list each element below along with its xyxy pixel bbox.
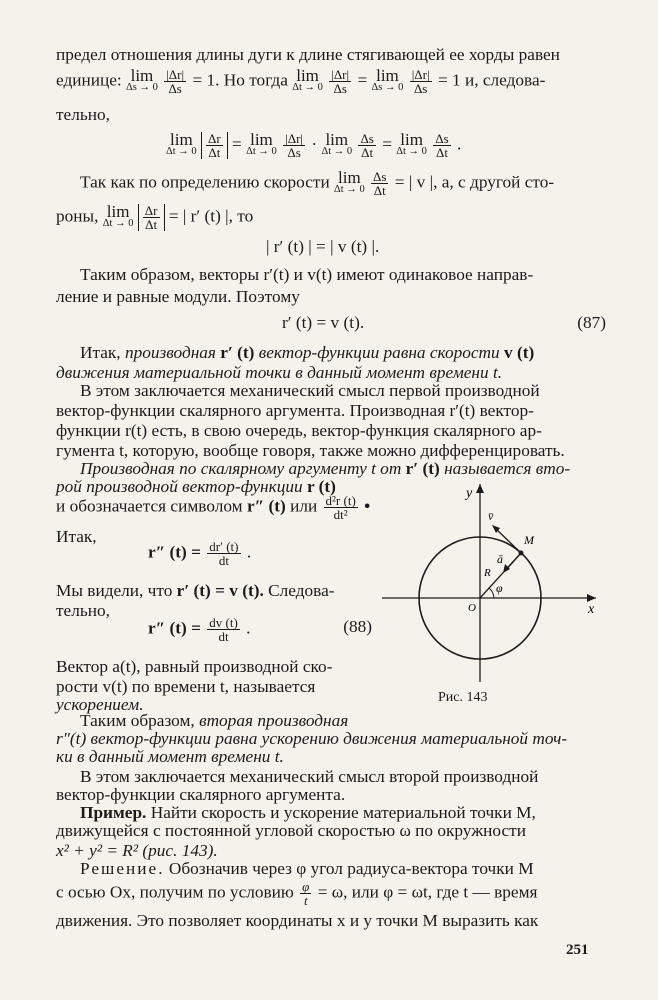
text-line: функции r(t) есть, в свою очередь, вектор-функция скалярного ар- [56, 421, 542, 440]
text-line: Вектор a(t), равный производной ско- [56, 657, 333, 676]
text: = [357, 70, 368, 90]
text-line: ление и равные модули. Поэтому [56, 287, 300, 306]
text-line: движения материальной точки в данный момент времени t. [56, 363, 503, 382]
text: = 1 [437, 70, 461, 90]
text: = 1. Но тогда [192, 70, 288, 90]
fraction: $\frac{|\Delta r|}{\Delta s}$ [331, 67, 350, 96]
text-line: рой производной вектор-функции r (t) [56, 477, 336, 496]
label-x: x [588, 602, 595, 617]
label-y: y [466, 486, 473, 501]
text-line: с осью Ox, получим по условию $\frac{\varphi}{t}$ = ω, или φ = ωt, где t — время [56, 879, 538, 908]
book-page: предел отношения длины дуги к длине стягивающей ее хорды равен единице: lim Δs → 0 $\frac{|\Delta r|}{\Delta s}$ = 1. Но тогда lim Δt → 0 $\frac{|\Delta r|}{\Delta s}$ = lim Δs → 0 $\frac{|\Delta r|}{\Delta s}$ = 1 и, следова- тельно, lim Δt → 0 $\frac{\Delta r}{\Delta t}$ = lim Δt → 0 $\frac{|\Delta r|}{\Delta s}$ · lim Δt → 0 $\frac{\Delta s}{\Delta t}$ = lim Δt → 0 $\frac{\Delta s}{\Delta t}$ . Так как по определению скорости lim Δt → 0 $\frac{\Delta s}{\Delta t}$ = | v |, а, с другой сто- роны, lim Δt → 0 $\frac{\Delta r}{\Delta t}$ = | r′ (t) |, то | r′ (t) | = | v (t) |. Таким образом, векторы r′(t) и v(t) имеют одинаковое направ- ление и равные модули. Поэтому r′ (t) = v (t). (87) Итак, производная r′ (t) вектор-функции равна скорости v (t) движения материальной точки в данный момент времени t. В этом заключается механический смысл первой производной вектор-функции скалярного аргумента. Производная r′(t) вектор- функции r(t) есть, в свою очередь, вектор-функция скалярного ар- гумента t, которую, вообще говоря, также можно дифференцировать. Производная по скалярному аргументу t от r′ (t) называется вто- рой производной вектор-функции r (t) и обозначается символом r″ (t) или $\frac{\text{d²r (t)}}{\text{dt²}}$ • Итак, r″ (t) = $\frac{dr' (t)}{dt}$ . Мы видели, что r′ (t) = v (t). Следова- тельно, r″ (t) = $\frac{dv (t)}{dt}$ . (88) Вектор a(t), равный производной ско- рости v(t) по времени t, называется ускорением. Таким образом, вторая производная r″(t) вектор-функции равна ускорению движения материальной точ- ки в данный момент времени t. В этом заключается механический смысл второй производной вектор-функции скалярного аргумента. Пример. Найти скорость и ускорение материальной точки M, движущейся с постоянной угловой скоростью ω по окружности x² + y² = R² (рис. 143). Решение. Обозначив через φ угол радиуса-вектора точки M с осью Ox, получим по условию $\frac{\varphi}{t}$ = ω, или φ = ωt, где t — время движения. Это позволяет координаты x и y точки M выразить как y x O M v̄ ā R φ Рис. 143 251 [0, 0, 658, 1000]
text: и, следова- [464, 70, 546, 90]
text-line: и обозначается символом r″ (t) или $\frac{\text{d²r (t)}}{\text{dt²}}$ • [56, 493, 371, 522]
limit: lim Δt → 0 [166, 130, 197, 157]
text-line [56, 104, 606, 126]
text-line: Таким образом, векторы r′(t) и v(t) имеют одинаковое направ- [80, 265, 534, 284]
equation-number: (88) [343, 617, 372, 636]
text-line: гумента t, которую, вообще говоря, также можно дифференцировать. [56, 441, 565, 460]
text-line: В этом заключается механический смысл первой производной [80, 381, 540, 400]
fraction: $\frac{|\Delta r|}{\Delta s}$ [411, 67, 430, 96]
text-line: Итак, [56, 527, 97, 546]
text-line: Мы видели, что r′ (t) = v (t). Следова- [56, 581, 335, 600]
abs-value: $\frac{\Delta r}{\Delta t}$ [201, 132, 228, 159]
text-line: рости v(t) по времени t, называется [56, 677, 316, 696]
equation-88: r″ (t) = $\frac{dv (t)}{dt}$ . (88) [148, 615, 372, 644]
text-line-with-limits [56, 68, 606, 98]
text-line-with-limits: роны, lim Δt → 0 $\frac{\Delta r}{\Delta t}$ = | r′ (t) |, то [56, 202, 254, 232]
text-line: Таким образом, вторая производная [80, 711, 349, 730]
limit: lim Δt → 0 [321, 130, 353, 157]
text: тельно, [56, 105, 110, 124]
text-line: Пример. Найти скорость и ускорение материальной точки M, [80, 803, 536, 822]
text-line: вектор-функции скалярного аргумента. Производная r′(t) вектор- [56, 401, 534, 420]
limit: lim Δt → 0 [396, 130, 427, 157]
label-v: v̄ [488, 509, 494, 523]
text-line: движения. Это позволяет координаты x и y точки M выразить как [56, 911, 539, 930]
text-line: Производная по скалярному аргументу t от r′ (t) называется вто- [80, 459, 571, 478]
display-equation: | r′ (t) | = | v (t) |. [266, 237, 380, 256]
text-line: вектор-функции скалярного аргумента. [56, 785, 346, 804]
label-o: O [468, 602, 476, 614]
text-line: Итак, производная r′ (t) вектор-функции равна скорости v (t) [80, 343, 535, 362]
point-m [519, 551, 524, 556]
equation-number: (87) [577, 313, 606, 332]
text-line: ускорением. [56, 695, 144, 714]
text-line: движущейся с постоянной угловой скоростью ω по окружности [56, 821, 526, 840]
x-axis-arrow [587, 594, 596, 602]
text-line: ки в данный момент времени t. [56, 747, 284, 766]
figure-caption: Рис. 143 [438, 690, 488, 705]
limit: lim Δs → 0 [371, 66, 404, 93]
label-r: R [484, 567, 491, 579]
text-line: тельно, [56, 601, 110, 620]
limit: lim Δt → 0 [292, 66, 323, 93]
text: единице: [56, 70, 122, 90]
label-a: ā [497, 552, 503, 566]
figure-143 [382, 484, 602, 684]
angle-arc [489, 588, 494, 598]
text-line: x² + y² = R² (рис. 143). [56, 841, 218, 860]
y-axis-arrow [476, 484, 484, 493]
text: предел отношения длины дуги к длине стягивающей ее хорды равен [56, 45, 560, 64]
limit: lim Δs → 0 [126, 66, 158, 93]
text-line: r″(t) вектор-функции равна ускорению движения материальной точ- [56, 729, 568, 748]
text-line: Решение. Обозначив через φ угол радиуса-вектора точки M [80, 859, 534, 878]
text-line: В этом заключается механический смысл второй производной [80, 767, 539, 786]
label-m: M [524, 533, 534, 547]
text-line [56, 44, 606, 66]
text-line-with-limits: Так как по определению скорости lim Δt → 0 $\frac{\Delta s}{\Delta t}$ = | v |, а, с другой сто- [80, 168, 555, 198]
label-phi: φ [496, 581, 503, 595]
display-equation: lim Δt → 0 $\frac{\Delta r}{\Delta t}$ = lim Δt → 0 $\frac{|\Delta r|}{\Delta s}$ · lim Δt → 0 $\frac{\Delta s}{\Delta t}$ = lim Δt → 0 $\frac{\Delta s}{\Delta t}$ . [166, 130, 462, 160]
limit: lim Δt → 0 [246, 130, 277, 157]
page-number: 251 [566, 942, 589, 958]
fraction: $\frac{|\Delta r|}{\Delta s}$ [166, 67, 185, 96]
display-equation: r″ (t) = $\frac{dr' (t)}{dt}$ . [148, 539, 252, 568]
